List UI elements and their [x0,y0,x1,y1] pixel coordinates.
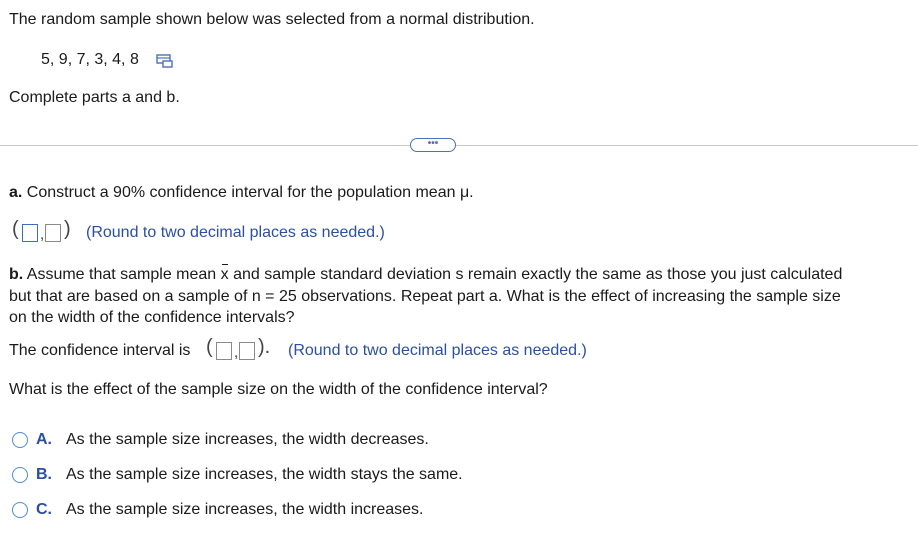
part-b-upper-bound-input[interactable] [239,342,255,360]
problem-statement: The random sample shown below was selected from a normal distribution. [9,11,535,28]
part-b-question-line3: on the width of the confidence intervals? [9,309,295,326]
option-a-text: As the sample size increases, the width decreases. [66,431,429,448]
part-a-interval-input [12,218,82,244]
option-c-radio[interactable] [12,502,28,518]
instruction-text: Complete parts a and b. [9,89,180,106]
part-b-text-post: and sample standard deviation s remain exactly the same as those you just calculated [233,266,843,283]
part-a-rounding-hint: (Round to two decimal places as needed.) [86,224,385,241]
part-b-open-paren: ( [206,336,213,358]
part-b-text-pre: Assume that sample mean [26,266,217,283]
option-b-radio[interactable] [12,467,28,483]
part-b-rounding-hint: (Round to two decimal places as needed.) [288,342,587,359]
option-a-radio[interactable] [12,432,28,448]
option-a-letter: A. [36,431,52,448]
part-a-question-text: Construct a 90% confidence interval for the population mean μ. [26,184,474,201]
part-a-comma: , [40,226,45,243]
part-a-close-paren: ) [64,218,71,240]
option-c-text: As the sample size increases, the width increases. [66,501,424,518]
more-options-button[interactable]: ••• [410,138,456,152]
option-a[interactable] [12,430,472,452]
part-b-close-paren: ). [258,336,271,358]
option-b-text: As the sample size increases, the width stays the same. [66,466,463,483]
x-bar-symbol: x [220,266,229,283]
part-b-lower-bound-input[interactable] [216,342,232,360]
part-a-label: a. [9,184,23,201]
part-b-label: b. [9,266,24,283]
part-a-open-paren: ( [12,218,19,240]
sample-values: 5, 9, 7, 3, 4, 8 [41,51,139,68]
part-b-ci-prefix: The confidence interval is [9,342,191,359]
part-b-interval-input [206,336,286,362]
part-a-lower-bound-input[interactable] [22,224,38,242]
effect-question: What is the effect of the sample size on the width of the confidence interval? [9,381,548,398]
section-divider [0,145,918,146]
option-b-letter: B. [36,466,52,483]
option-c-letter: C. [36,501,52,518]
copy-data-icon[interactable] [156,53,174,69]
part-b-comma: , [234,344,239,361]
option-b[interactable] [12,465,502,487]
part-a-question [9,184,474,202]
part-a-upper-bound-input[interactable] [45,224,61,242]
option-c[interactable] [12,500,472,522]
part-b-question-line2: but that are based on a sample of n = 25 observations. Repeat part a. What is the effect of increasing the sample size [9,288,841,305]
part-b-question-line1 [9,266,842,284]
